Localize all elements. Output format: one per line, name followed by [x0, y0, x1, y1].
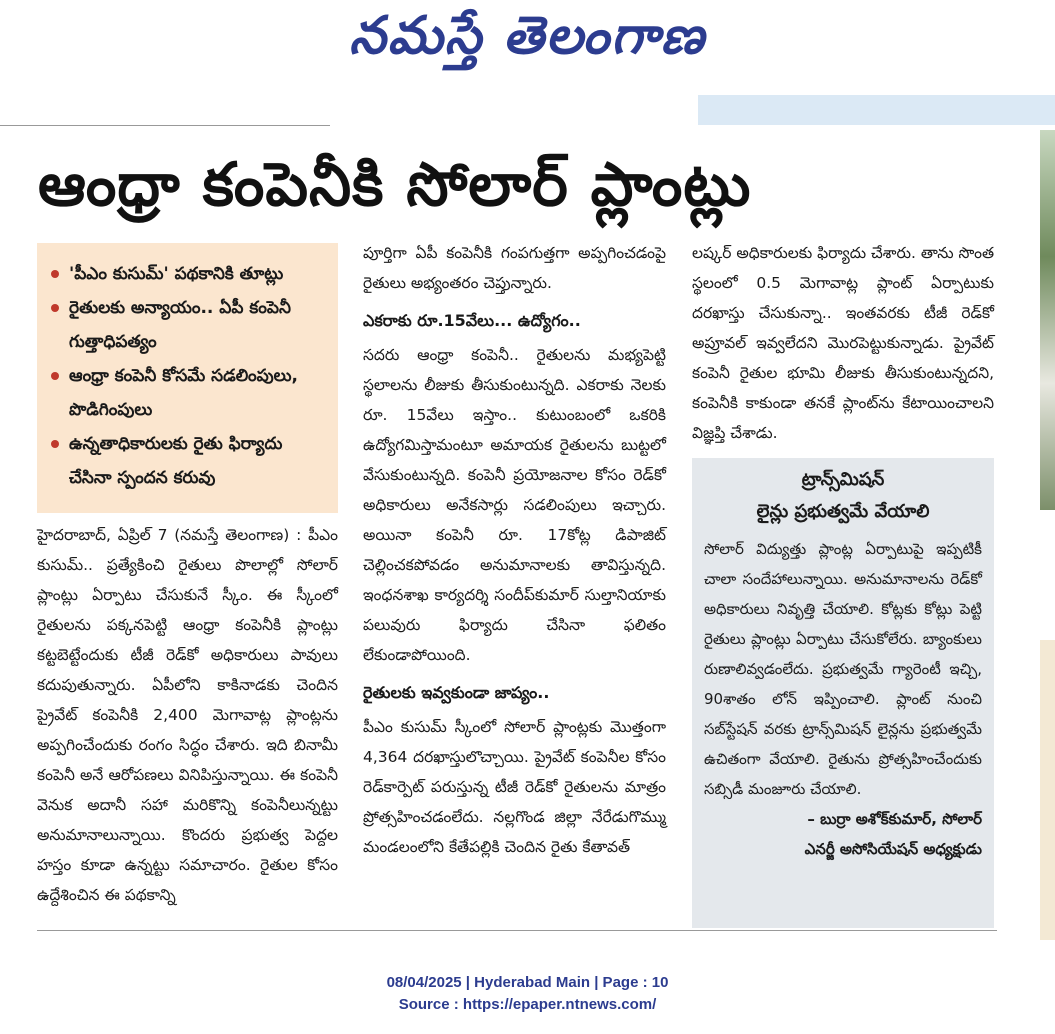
highlight-item — [51, 291, 328, 359]
sidebar-attribution-line-1: – బుర్రా అశోక్‌కుమార్, సోలార్ — [807, 810, 982, 828]
article-headline: ఆంధ్రా కంపెనీకి సోలార్ ప్లాంట్లు — [38, 150, 752, 220]
footer-date-edition: 08/04/2025 | Hyderabad Main | Page : 10 — [386, 974, 669, 991]
page-footer — [0, 972, 1055, 1016]
bottom-divider — [37, 930, 997, 931]
highlights-box — [37, 243, 338, 513]
bullet-dot-icon — [51, 270, 59, 278]
highlight-text: 'పీఎం కుసుమ్' పథకానికి తూట్లు — [69, 264, 284, 284]
sidebar-title-line-2: లైన్లు ప్రభుత్వమే వేయాలి — [756, 501, 930, 522]
adjacent-article-strip — [698, 95, 1055, 125]
article-column-3 — [692, 238, 994, 448]
article-column-2 — [363, 238, 666, 862]
article-column-1 — [37, 520, 338, 910]
footer-source-link[interactable]: Source : https://epaper.ntnews.com/ — [398, 996, 657, 1013]
sidebar-body: సోలార్ విద్యుత్తు ప్లాంట్ల ఏర్పాటుపై ఇప్పటికీ చాలా సందేహాలున్నాయి. అనుమానాలను రెడ్‌కో అధికారులు నివృత్తి చేయాలి. కోట్లకు కోట్లు పెట్టి రైతులు ప్లాంట్లు ఏర్పాటు చేసుకోలేరు. బ్యాంకులు రుణాలివ్వడంలేదు. ప్రభుత్వమే గ్యారెంటీ ఇచ్చి, 90శాతం లోన్ ఇప్పించాలి. ప్లాంట్ నుంచి సబ్‌స్టేషన్ వరకు ట్రాన్స్‌మిషన్ లైన్లను ప్రభుత్వమే ఉచితంగా వేయాలి. రైతును ప్రోత్సహించేందుకు సబ్సిడీ మంజూరు చేయాలి. — [704, 540, 982, 798]
newspaper-masthead — [0, 0, 1055, 88]
adjacent-article-edge — [1040, 640, 1055, 940]
column-3-body: లష్కర్ అధికారులకు ఫిర్యాదు చేశారు. తాను సొంత స్థలంలో 0.5 మెగావాట్ల ప్లాంట్ ఏర్పాటుకు దరఖాస్తు చేసుకున్నా.. ఇంతవరకు టీజీ రెడ్‌కో అప్రూవల్ ఇవ్వలేదని మొరపెట్టుకున్నాడు. ప్రైవేట్ కంపెనీ రైతుల భూమి లీజుకు తీసుకుంటున్నదని, కంపెనీకి కాకుండా తనకే ప్లాంట్‌ను కేటాయించాలని విజ్ఞప్తి చేశాడు. — [692, 244, 995, 442]
bullet-dot-icon — [51, 372, 59, 380]
sidebar-title-line-1: ట్రాన్స్‌మిషన్ — [801, 469, 885, 490]
column-1-body: హైదరాబాద్, ఏప్రిల్ 7 (నమస్తే తెలంగాణ) : పీఎం కుసుమ్.. ప్రత్యేకించి రైతులు పొలాల్లో సోలార్ ప్లాంట్లు ఏర్పాటు చేసుకునే స్కీం. ఈ స్కీంలో రైతులను పక్కనపెట్టి ఆంధ్రా కంపెనీకి ప్లాంట్లు కట్టబెట్టేందుకు టీజీ రెడ్‌కో అధికారులు పావులు కదుపుతున్నారు. ఏపీలోని కాకినాడకు చెందిన ప్రైవేట్ కంపెనీకి 2,400 మెగావాట్ల ప్లాంట్లను అప్పగించేందుకు రంగం సిద్ధం చేశారు. ఇది బినామీ కంపెనీ అనే ఆరోపణలు వినిపిస్తున్నాయి. ఈ కంపెనీ వెనుక అదానీ సహా మరికొన్ని కంపెనీలున్నట్టు అనుమానాలున్నాయి. కొందరు ప్రభుత్వ పెద్దల హస్తం కూడా ఉన్నట్టు సమాచారం. రైతుల కోసం ఉద్దేశించిన ఈ పథకాన్ని — [37, 526, 338, 904]
sidebar-attribution-line-2: ఎనర్జీ అసోసియేషన్ అధ్యక్షుడు — [804, 840, 982, 858]
adjacent-photo-edge — [1040, 130, 1055, 510]
highlight-text: ఉన్నతాధికారులకు రైతు ఫిర్యాదు చేసినా స్పందన కరువు — [69, 434, 283, 488]
next-article-edge — [692, 940, 1032, 960]
highlight-item — [51, 257, 328, 291]
highlight-text: రైతులకు అన్యాయం.. ఏపీ కంపెనీ గుత్తాధిపత్యం — [69, 298, 291, 352]
bullet-dot-icon — [51, 304, 59, 312]
bullet-dot-icon — [51, 440, 59, 448]
column-2-para-1: సదరు ఆంధ్రా కంపెనీ.. రైతులను మభ్యపెట్టి స్థలాలను లీజుకు తీసుకుంటున్నది. ఎకరాకు నెలకు రూ. 15వేలు ఇస్తాం.. కుటుంబంలో ఒకరికి ఉద్యోగమిస్తామంటూ అమాయక రైతులను బుట్టలో వేసుకుంటున్నది. కంపెనీ ప్రయోజనాల కోసం రెడ్‌కో అధికారులు అనేకసార్లు సడలింపులు ఇచ్చారు. అయినా కంపెనీ రూ. 17కోట్ల డిపాజిట్ చెల్లించకపోవడం అనుమానాలకు తావిస్తున్నది. ఇంధనశాఖ కార్యదర్శి సందీప్‌కుమార్ సుల్తానియాకు పలువురు ఫిర్యాదు చేసినా ఫలితం లేకుండాపోయింది. — [363, 346, 666, 664]
quote-sidebar-box — [692, 458, 994, 928]
previous-article-strip — [0, 95, 330, 126]
column-2-intro: పూర్తిగా ఏపీ కంపెనీకి గంపగుత్తగా అప్పగించడంపై రైతులు అభ్యంతరం చెప్తున్నారు. — [363, 244, 666, 292]
subheading-salary-job: ఎకరాకు రూ.15వేలు... ఉద్యోగం.. — [363, 311, 581, 330]
previous-article-strip-middle — [340, 95, 690, 125]
masthead-title: నమస్తే తెలంగాణ — [349, 6, 706, 66]
subheading-delay: రైతులకు ఇవ్వకుండా జాప్యం.. — [363, 683, 550, 702]
highlight-item — [51, 359, 328, 427]
highlight-text: ఆంధ్రా కంపెనీ కోసమే సడలింపులు, పొడిగింపులు — [69, 366, 298, 420]
highlight-item — [51, 427, 328, 495]
column-2-para-2: పీఎం కుసుమ్ స్కీంలో సోలార్ ప్లాంట్లకు మొత్తంగా 4,364 దరఖాస్తులొచ్చాయి. ప్రైవేట్ కంపెనీల కోసం రెడ్‌కార్పెట్ పరుస్తున్న టీజీ రెడ్‌కో రైతులను మాత్రం ప్రోత్సహించడంలేదు. నల్లగొండ జిల్లా నేరేడుగొమ్ము మండలంలోని కేతేపల్లికి చెందిన రైతు కేతావత్ — [363, 718, 666, 856]
